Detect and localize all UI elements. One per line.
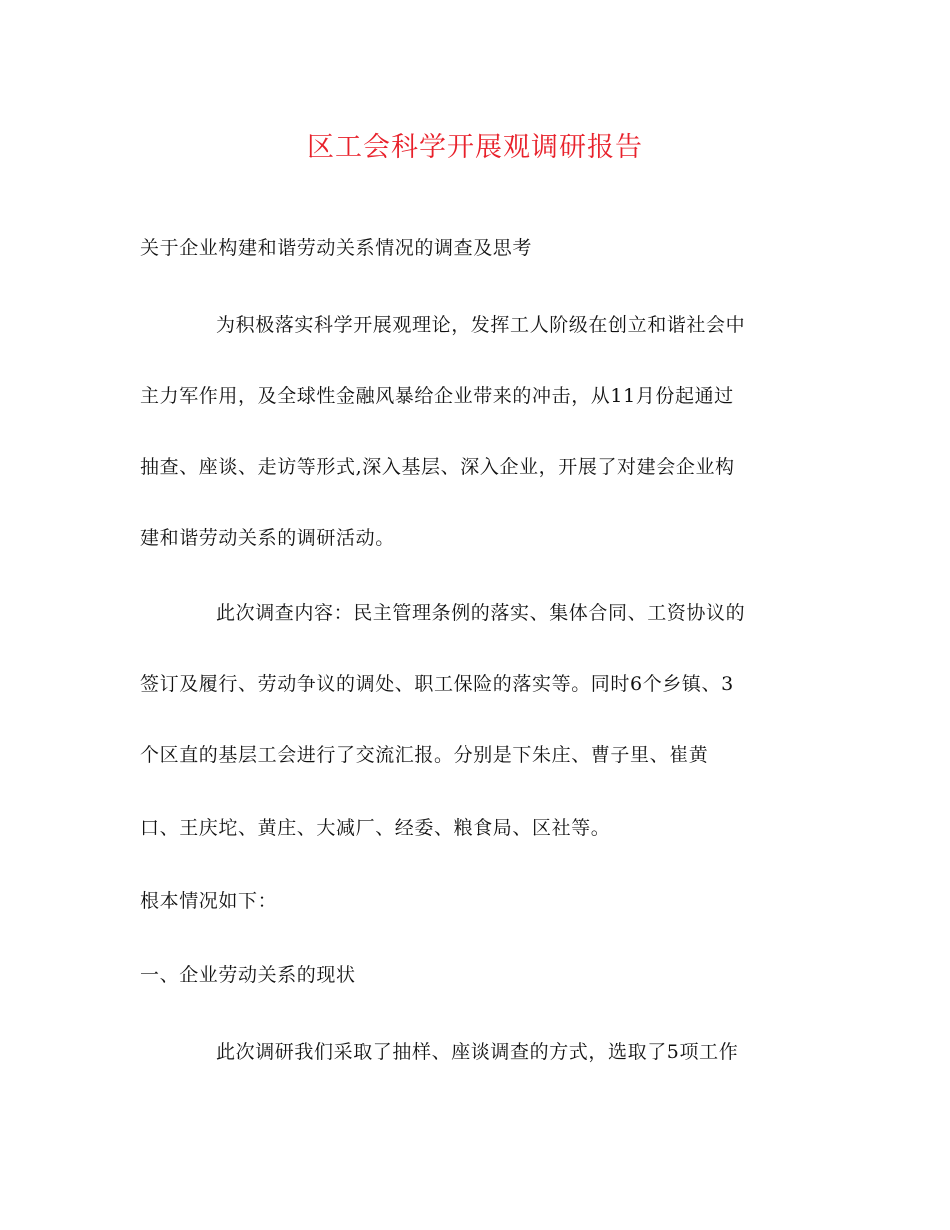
paragraph-line: 个区直的基层工会进行了交流汇报。分别是下朱庄、曹子里、崔黄 [140, 744, 709, 766]
paragraph-line: 抽查、座谈、走访等形式,深入基层、深入企业，开展了对建会企业构 [140, 456, 735, 478]
paragraph-line: 口、王庆坨、黄庄、大减厂、经委、粮食局、区社等。 [140, 817, 611, 839]
paragraph-line: 建和谐劳动关系的调研活动。 [140, 527, 395, 549]
document-title: 区工会科学开展观调研报告 [307, 132, 643, 163]
subtitle-line: 关于企业构建和谐劳动关系情况的调查及思考 [140, 237, 533, 259]
section-intro-line: 根本情况如下： [140, 890, 278, 912]
paragraph-line: 为积极落实科学开展观理论，发挥工人阶级在创立和谐社会中 [216, 314, 746, 336]
paragraph-line: 主力军作用，及全球性金融风暴给企业带来的冲击，从11月份起通过 [140, 385, 734, 407]
section-heading: 一、企业劳动关系的现状 [140, 964, 356, 986]
paragraph-line: 此次调查内容：民主管理条例的落实、集体合同、工资协议的 [216, 602, 746, 624]
paragraph-line: 此次调研我们采取了抽样、座谈调查的方式，选取了5项工作 [216, 1041, 739, 1063]
paragraph-line: 签订及履行、劳动争议的调处、职工保险的落实等。同时6个乡镇、3 [140, 673, 734, 695]
